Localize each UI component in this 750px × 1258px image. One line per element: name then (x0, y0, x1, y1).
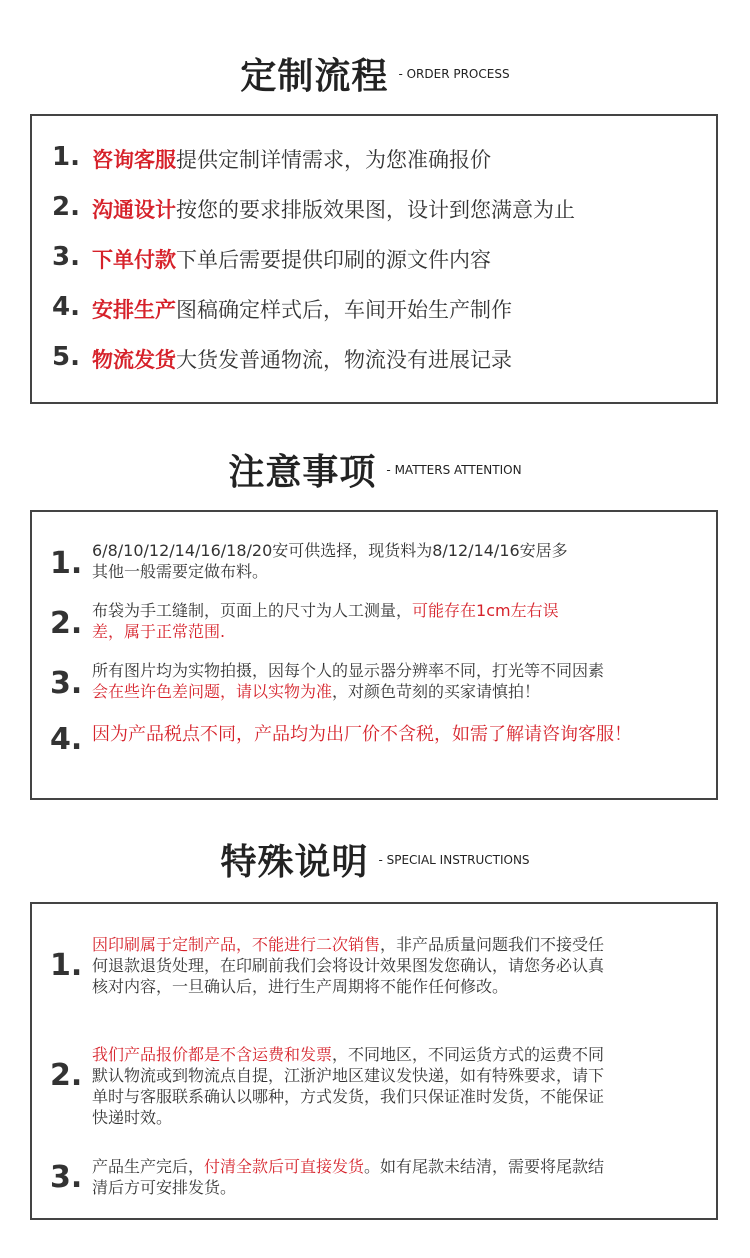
section-heading-matters-attention (0, 444, 750, 495)
item-text (92, 1044, 712, 1128)
section-title: 注意事项 (228, 452, 377, 493)
item-highlight: 物流发货 (92, 348, 176, 372)
item-rest: 大货发普通物流，物流没有进展记录 (176, 348, 512, 372)
item-highlight: 咨询客服 (92, 148, 176, 172)
item-text (92, 724, 712, 745)
item-text (92, 194, 575, 224)
item-number: 1. (52, 142, 80, 172)
text-highlight: 因为产品税点不同，产品均为出厂价不含税，如需了解请咨询客服！ (92, 724, 632, 745)
section-title: 定制流程 (240, 56, 389, 97)
item-text (92, 244, 491, 274)
item-text (92, 540, 712, 582)
text-line: 清后方可安排发货。 (92, 1178, 237, 1197)
item-rest: 图稿确定样式后，车间开始生产制作 (176, 298, 512, 322)
text-line: 默认物流或到物流点自提，江浙沪地区建议发快递，如有特殊要求，请下 (92, 1066, 605, 1085)
special-instructions-box (30, 902, 718, 1220)
item-number: 2. (52, 192, 80, 222)
section-title: 特殊说明 (220, 842, 369, 883)
item-text (92, 1156, 712, 1198)
item-number: 3. (50, 1160, 83, 1195)
item-text (92, 294, 512, 324)
text-highlight: 差，属于正常范围. (92, 622, 226, 641)
order-process-box (30, 114, 718, 404)
item-number: 1. (50, 546, 83, 581)
text-line: 单时与客服联系确认以哪种，方式发货，我们只保证准时发货，不能保证 (92, 1087, 605, 1106)
text-line: 何退款退货处理，在印刷前我们会将设计效果图发您确认，请您务必认真 (92, 956, 605, 975)
text-highlight: 我们产品报价都是不含运费和发票 (92, 1045, 333, 1064)
section-heading-special-instructions (0, 834, 750, 885)
item-rest: 提供定制详情需求，为您准确报价 (176, 148, 491, 172)
section-subtitle: - MATTERS ATTENTION (386, 462, 522, 477)
item-number: 2. (50, 1058, 83, 1093)
text-line: 快递时效。 (92, 1108, 173, 1127)
item-number: 4. (52, 292, 80, 322)
section-subtitle: - SPECIAL INSTRUCTIONS (378, 852, 530, 867)
text-highlight: 因印刷属于定制产品，不能进行二次销售 (92, 935, 381, 954)
item-number: 3. (50, 666, 83, 701)
text-line: 布袋为手工缝制，页面上的尺寸为人工测量， (92, 601, 413, 620)
text-line: 产品生产完后， (92, 1157, 205, 1176)
item-highlight: 沟通设计 (92, 198, 176, 222)
text-line: 所有图片均为实物拍摄，因每个人的显示器分辨率不同，打光等不同因素 (92, 661, 605, 680)
item-highlight: 下单付款 (92, 248, 176, 272)
text-line: ，不同地区，不同运货方式的运费不同 (332, 1045, 605, 1064)
item-number: 4. (50, 722, 83, 757)
text-line: 其他一般需要定做布料。 (92, 562, 269, 581)
text-line: 6/8/10/12/14/16/18/20安可供选择，现货料为8/12/14/16安居多 (92, 541, 568, 560)
text-highlight: 付清全款后可直接发货 (204, 1157, 365, 1176)
text-highlight: 可能存在1cm左右误 (412, 601, 559, 620)
item-highlight: 安排生产 (92, 298, 176, 322)
item-text (92, 600, 712, 642)
item-text (92, 344, 512, 374)
text-line: 。如有尾款未结清，需要将尾款结 (364, 1157, 605, 1176)
item-number: 1. (50, 948, 83, 983)
text-line: 核对内容，一旦确认后，进行生产周期将不能作任何修改。 (92, 977, 509, 996)
item-text (92, 660, 712, 702)
item-number: 2. (50, 606, 83, 641)
section-heading-order-process (0, 48, 750, 99)
section-subtitle: - ORDER PROCESS (398, 66, 510, 81)
item-number: 3. (52, 242, 80, 272)
matters-attention-box (30, 510, 718, 800)
text-line: ，对颜色苛刻的买家请慎拍！ (332, 682, 541, 701)
text-highlight: 会在些许色差问题，请以实物为准 (92, 682, 333, 701)
item-rest: 按您的要求排版效果图，设计到您满意为止 (176, 198, 575, 222)
text-line: ，非产品质量问题我们不接受任 (380, 935, 605, 954)
item-rest: 下单后需要提供印刷的源文件内容 (176, 248, 491, 272)
item-text (92, 934, 712, 997)
item-text (92, 144, 491, 174)
item-number: 5. (52, 342, 80, 372)
